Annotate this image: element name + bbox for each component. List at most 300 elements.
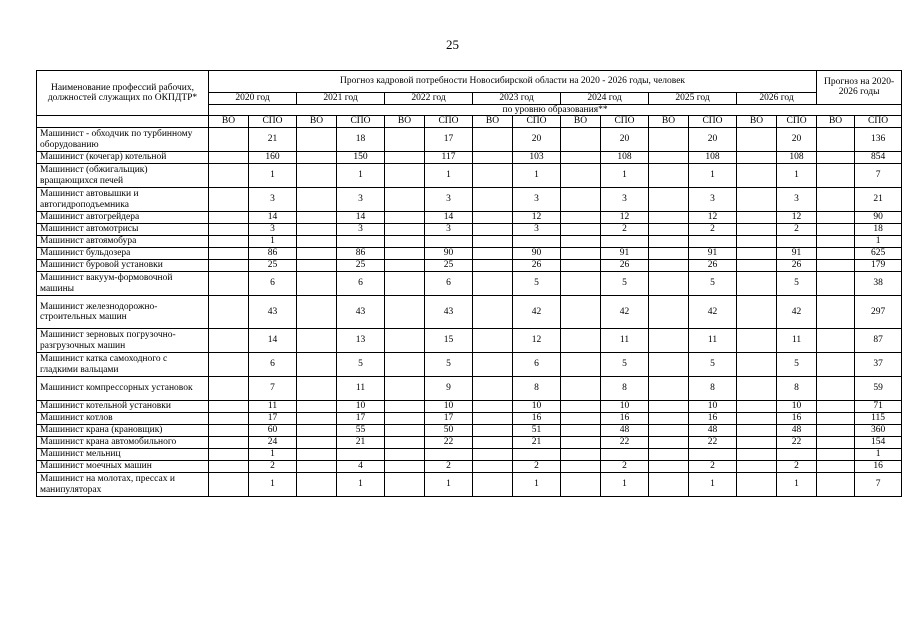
vo-value-cell	[473, 437, 513, 449]
spo-value-cell	[777, 449, 817, 461]
vo-value-cell	[473, 272, 513, 296]
vo-value-cell	[297, 377, 337, 401]
table-row	[37, 260, 902, 272]
spo-value-cell	[337, 236, 385, 248]
spo-value-cell: 108	[777, 152, 817, 164]
spo-value-cell: 5	[513, 272, 561, 296]
spo-value-cell: 117	[425, 152, 473, 164]
vo-value-cell	[737, 437, 777, 449]
spo-header: СПО	[513, 116, 561, 128]
spo-value-cell: 12	[601, 212, 649, 224]
spo-value-cell: 16	[777, 413, 817, 425]
vo-value-cell	[473, 401, 513, 413]
spo-value-cell	[425, 449, 473, 461]
spo-value-cell: 1	[425, 473, 473, 497]
table-row	[37, 425, 902, 437]
spo-value-cell	[689, 449, 737, 461]
vo-value-cell	[817, 164, 855, 188]
vo-value-cell	[817, 329, 855, 353]
spo-value-cell: 2	[601, 224, 649, 236]
vo-value-cell	[649, 413, 689, 425]
vo-value-cell	[209, 437, 249, 449]
spo-value-cell: 625	[855, 248, 902, 260]
spo-value-cell	[513, 449, 561, 461]
spo-value-cell: 22	[425, 437, 473, 449]
profession-name-cell: Машинист бульдозера	[37, 248, 209, 260]
profession-name-cell: Машинист котельной установки	[37, 401, 209, 413]
table-row	[37, 329, 902, 353]
table-row	[37, 377, 902, 401]
profession-name-cell: Машинист вакуум-формовочной машины	[37, 272, 209, 296]
vo-value-cell	[737, 212, 777, 224]
spo-value-cell: 26	[601, 260, 649, 272]
spo-value-cell: 1	[777, 473, 817, 497]
spo-value-cell: 91	[601, 248, 649, 260]
vo-value-cell	[561, 329, 601, 353]
vo-value-cell	[209, 473, 249, 497]
vo-value-cell	[473, 461, 513, 473]
spo-value-cell: 2	[777, 224, 817, 236]
spo-value-cell: 297	[855, 296, 902, 329]
spo-value-cell: 6	[249, 353, 297, 377]
spo-value-cell: 43	[337, 296, 385, 329]
vo-value-cell	[817, 401, 855, 413]
vo-value-cell	[561, 437, 601, 449]
spo-value-cell: 18	[855, 224, 902, 236]
vo-value-cell	[737, 473, 777, 497]
vo-value-cell	[649, 296, 689, 329]
spo-value-cell: 10	[777, 401, 817, 413]
spo-value-cell: 154	[855, 437, 902, 449]
spo-value-cell: 3	[249, 188, 297, 212]
profession-name-cell: Машинист крана автомобильного	[37, 437, 209, 449]
vo-value-cell	[561, 236, 601, 248]
vo-value-cell	[649, 212, 689, 224]
vo-value-cell	[297, 128, 337, 152]
spo-value-cell: 1	[855, 236, 902, 248]
spo-value-cell: 20	[777, 128, 817, 152]
vo-value-cell	[817, 449, 855, 461]
vo-value-cell	[817, 212, 855, 224]
vo-value-cell	[649, 353, 689, 377]
table-row	[37, 224, 902, 236]
table-row	[37, 248, 902, 260]
vo-value-cell	[385, 272, 425, 296]
vo-value-cell	[473, 413, 513, 425]
vo-value-cell	[209, 353, 249, 377]
vo-value-cell	[737, 449, 777, 461]
vo-value-cell	[209, 260, 249, 272]
vo-value-cell	[209, 272, 249, 296]
vo-value-cell	[737, 224, 777, 236]
spo-value-cell: 37	[855, 353, 902, 377]
vo-value-cell	[473, 425, 513, 437]
total-forecast-header: Прогноз на 2020-2026 годы	[817, 71, 902, 105]
spo-value-cell: 8	[601, 377, 649, 401]
spo-value-cell: 25	[249, 260, 297, 272]
spo-value-cell	[689, 236, 737, 248]
profession-name-cell: Машинист автовышки и автогидроподъемника	[37, 188, 209, 212]
spo-value-cell: 13	[337, 329, 385, 353]
education-level-header: по уровню образования**	[209, 104, 902, 116]
vo-value-cell	[297, 473, 337, 497]
spo-value-cell: 2	[777, 461, 817, 473]
table-row	[37, 296, 902, 329]
vo-value-cell	[209, 329, 249, 353]
spo-value-cell: 1	[513, 164, 561, 188]
vo-value-cell	[297, 353, 337, 377]
vo-value-cell	[473, 188, 513, 212]
spo-value-cell: 160	[249, 152, 297, 164]
spo-value-cell: 10	[513, 401, 561, 413]
spo-value-cell: 11	[249, 401, 297, 413]
vo-value-cell	[385, 128, 425, 152]
spo-value-cell: 12	[513, 212, 561, 224]
vo-value-cell	[561, 449, 601, 461]
spo-value-cell: 7	[855, 164, 902, 188]
spo-header: СПО	[425, 116, 473, 128]
vo-value-cell	[649, 377, 689, 401]
vo-value-cell	[817, 188, 855, 212]
vo-value-cell	[561, 473, 601, 497]
vo-value-cell	[297, 152, 337, 164]
vo-value-cell	[737, 401, 777, 413]
spo-value-cell: 10	[689, 401, 737, 413]
spo-value-cell: 5	[689, 272, 737, 296]
spo-value-cell: 3	[777, 188, 817, 212]
spo-value-cell: 3	[425, 188, 473, 212]
forecast-table	[36, 70, 902, 497]
spo-value-cell: 12	[777, 212, 817, 224]
spo-value-cell: 16	[855, 461, 902, 473]
vo-value-cell	[737, 164, 777, 188]
blank-header-cell	[37, 116, 209, 128]
vo-value-cell	[473, 164, 513, 188]
vo-value-cell	[561, 401, 601, 413]
spo-value-cell: 59	[855, 377, 902, 401]
vo-value-cell	[385, 296, 425, 329]
vo-value-cell	[649, 164, 689, 188]
spo-value-cell: 14	[249, 212, 297, 224]
profession-name-cell: Машинист (кочегар) котельной	[37, 152, 209, 164]
vo-value-cell	[209, 296, 249, 329]
vo-value-cell	[649, 128, 689, 152]
vo-value-cell	[297, 413, 337, 425]
vo-value-cell	[561, 212, 601, 224]
spo-value-cell: 17	[337, 413, 385, 425]
vo-value-cell	[561, 164, 601, 188]
spo-value-cell: 7	[855, 473, 902, 497]
table-row	[37, 212, 902, 224]
spo-value-cell: 12	[513, 329, 561, 353]
spo-value-cell	[601, 236, 649, 248]
vo-value-cell	[209, 188, 249, 212]
table-row	[37, 188, 902, 212]
vo-value-cell	[649, 401, 689, 413]
level-row	[37, 116, 902, 128]
spo-value-cell: 22	[601, 437, 649, 449]
profession-name-cell: Машинист автоямобура	[37, 236, 209, 248]
spo-value-cell: 20	[689, 128, 737, 152]
spo-value-cell: 1	[601, 473, 649, 497]
vo-value-cell	[737, 236, 777, 248]
vo-value-cell	[297, 248, 337, 260]
spo-value-cell: 91	[689, 248, 737, 260]
vo-value-cell	[561, 461, 601, 473]
vo-value-cell	[473, 236, 513, 248]
vo-value-cell	[737, 413, 777, 425]
spo-value-cell: 108	[601, 152, 649, 164]
name-column-header: Наименование профессий рабочих, должностей служащих по ОКПДТР*	[37, 71, 209, 116]
vo-value-cell	[817, 260, 855, 272]
vo-value-cell	[737, 260, 777, 272]
spo-value-cell: 87	[855, 329, 902, 353]
spo-value-cell: 8	[513, 377, 561, 401]
spo-value-cell: 42	[689, 296, 737, 329]
spo-value-cell	[777, 236, 817, 248]
vo-value-cell	[817, 296, 855, 329]
page-number: 25	[446, 37, 459, 52]
spo-value-cell: 3	[337, 188, 385, 212]
vo-value-cell	[649, 329, 689, 353]
vo-value-cell	[297, 212, 337, 224]
vo-value-cell	[385, 152, 425, 164]
table-row	[37, 473, 902, 497]
spo-header: СПО	[689, 116, 737, 128]
spo-value-cell: 55	[337, 425, 385, 437]
vo-value-cell	[385, 473, 425, 497]
vo-value-cell	[561, 425, 601, 437]
spo-value-cell: 38	[855, 272, 902, 296]
profession-name-cell: Машинист котлов	[37, 413, 209, 425]
profession-name-cell: Машинист моечных машин	[37, 461, 209, 473]
spo-value-cell: 1	[689, 473, 737, 497]
vo-value-cell	[561, 188, 601, 212]
spo-value-cell: 5	[777, 353, 817, 377]
table-row	[37, 164, 902, 188]
spo-value-cell: 1	[601, 164, 649, 188]
table-row	[37, 272, 902, 296]
vo-value-cell	[297, 236, 337, 248]
vo-value-cell	[737, 272, 777, 296]
vo-header: ВО	[209, 116, 249, 128]
spo-value-cell: 86	[337, 248, 385, 260]
vo-value-cell	[817, 152, 855, 164]
vo-value-cell	[385, 188, 425, 212]
vo-value-cell	[385, 425, 425, 437]
vo-header: ВО	[737, 116, 777, 128]
spo-value-cell: 11	[777, 329, 817, 353]
spo-header: СПО	[855, 116, 902, 128]
spo-value-cell: 1	[425, 164, 473, 188]
spo-value-cell: 17	[425, 128, 473, 152]
spo-value-cell: 1	[249, 473, 297, 497]
vo-value-cell	[385, 437, 425, 449]
spo-value-cell: 1	[249, 236, 297, 248]
spo-header: СПО	[601, 116, 649, 128]
spo-value-cell: 43	[249, 296, 297, 329]
vo-value-cell	[297, 401, 337, 413]
spo-value-cell: 25	[337, 260, 385, 272]
spo-value-cell: 5	[337, 353, 385, 377]
spo-value-cell: 2	[689, 224, 737, 236]
vo-value-cell	[385, 164, 425, 188]
vo-value-cell	[561, 377, 601, 401]
vo-value-cell	[737, 461, 777, 473]
spo-value-cell: 1	[249, 164, 297, 188]
spo-value-cell: 115	[855, 413, 902, 425]
spo-value-cell: 21	[855, 188, 902, 212]
table-row	[37, 461, 902, 473]
table-body	[37, 128, 902, 497]
spo-value-cell: 2	[513, 461, 561, 473]
vo-value-cell	[297, 224, 337, 236]
spo-value-cell: 1	[855, 449, 902, 461]
profession-name-cell: Машинист мельниц	[37, 449, 209, 461]
vo-value-cell	[297, 425, 337, 437]
vo-value-cell	[817, 461, 855, 473]
spo-value-cell: 26	[513, 260, 561, 272]
profession-name-cell: Машинист автогрейдера	[37, 212, 209, 224]
vo-value-cell	[473, 212, 513, 224]
spo-header: СПО	[249, 116, 297, 128]
spo-value-cell: 6	[249, 272, 297, 296]
vo-value-cell	[817, 473, 855, 497]
vo-value-cell	[385, 236, 425, 248]
vo-value-cell	[737, 353, 777, 377]
vo-value-cell	[561, 128, 601, 152]
vo-value-cell	[209, 401, 249, 413]
spo-value-cell: 5	[601, 272, 649, 296]
vo-value-cell	[209, 461, 249, 473]
profession-name-cell: Машинист железнодорожно-строительных машин	[37, 296, 209, 329]
spo-value-cell: 5	[425, 353, 473, 377]
spo-value-cell: 3	[601, 188, 649, 212]
spo-value-cell: 4	[337, 461, 385, 473]
spo-value-cell: 90	[855, 212, 902, 224]
vo-value-cell	[385, 260, 425, 272]
vo-value-cell	[473, 473, 513, 497]
spo-value-cell: 26	[689, 260, 737, 272]
table-row	[37, 449, 902, 461]
spo-value-cell: 1	[513, 473, 561, 497]
vo-value-cell	[817, 377, 855, 401]
spo-value-cell: 42	[777, 296, 817, 329]
spo-value-cell: 2	[425, 461, 473, 473]
vo-value-cell	[561, 152, 601, 164]
spo-value-cell: 1	[689, 164, 737, 188]
vo-value-cell	[649, 473, 689, 497]
spo-value-cell: 17	[249, 413, 297, 425]
spo-value-cell: 42	[513, 296, 561, 329]
vo-value-cell	[817, 224, 855, 236]
vo-value-cell	[649, 272, 689, 296]
spo-value-cell: 43	[425, 296, 473, 329]
vo-value-cell	[473, 224, 513, 236]
spo-value-cell: 136	[855, 128, 902, 152]
spo-value-cell: 60	[249, 425, 297, 437]
vo-value-cell	[737, 296, 777, 329]
vo-value-cell	[297, 461, 337, 473]
spo-value-cell: 7	[249, 377, 297, 401]
spo-value-cell: 3	[425, 224, 473, 236]
vo-value-cell	[649, 437, 689, 449]
spo-value-cell: 18	[337, 128, 385, 152]
spo-value-cell: 20	[513, 128, 561, 152]
vo-value-cell	[473, 260, 513, 272]
table-row	[37, 152, 902, 164]
vo-value-cell	[473, 377, 513, 401]
spo-value-cell: 3	[513, 224, 561, 236]
spo-value-cell: 5	[689, 353, 737, 377]
spo-value-cell: 2	[689, 461, 737, 473]
spo-value-cell: 11	[689, 329, 737, 353]
table-row	[37, 353, 902, 377]
year-header: 2020 год	[209, 93, 297, 105]
table-row	[37, 437, 902, 449]
vo-value-cell	[817, 272, 855, 296]
vo-value-cell	[209, 413, 249, 425]
spo-value-cell: 179	[855, 260, 902, 272]
profession-name-cell: Машинист на молотах, прессах и манипуляторах	[37, 473, 209, 497]
year-header: 2026 год	[737, 93, 817, 105]
spo-value-cell: 91	[777, 248, 817, 260]
vo-value-cell	[649, 461, 689, 473]
year-header: 2025 год	[649, 93, 737, 105]
vo-header: ВО	[649, 116, 689, 128]
spo-value-cell: 16	[601, 413, 649, 425]
vo-header: ВО	[385, 116, 425, 128]
spo-value-cell: 14	[249, 329, 297, 353]
table-row	[37, 401, 902, 413]
spo-value-cell: 1	[337, 473, 385, 497]
vo-value-cell	[385, 401, 425, 413]
table-row	[37, 413, 902, 425]
vo-value-cell	[649, 425, 689, 437]
vo-value-cell	[297, 296, 337, 329]
vo-value-cell	[209, 212, 249, 224]
vo-value-cell	[209, 128, 249, 152]
spo-value-cell: 2	[601, 461, 649, 473]
vo-value-cell	[473, 296, 513, 329]
vo-value-cell	[385, 329, 425, 353]
spo-value-cell: 20	[601, 128, 649, 152]
spo-value-cell: 10	[337, 401, 385, 413]
spo-value-cell: 3	[513, 188, 561, 212]
spo-value-cell: 1	[249, 449, 297, 461]
spo-value-cell: 16	[513, 413, 561, 425]
vo-value-cell	[737, 248, 777, 260]
vo-value-cell	[473, 152, 513, 164]
vo-value-cell	[649, 188, 689, 212]
spo-value-cell: 21	[249, 128, 297, 152]
spo-value-cell: 360	[855, 425, 902, 437]
vo-value-cell	[385, 449, 425, 461]
vo-value-cell	[297, 188, 337, 212]
spo-value-cell: 103	[513, 152, 561, 164]
vo-value-cell	[209, 224, 249, 236]
spo-value-cell: 3	[689, 188, 737, 212]
spo-value-cell: 10	[601, 401, 649, 413]
vo-value-cell	[737, 152, 777, 164]
vo-value-cell	[817, 248, 855, 260]
spo-value-cell: 6	[513, 353, 561, 377]
vo-value-cell	[561, 353, 601, 377]
spo-value-cell: 5	[601, 353, 649, 377]
vo-value-cell	[817, 128, 855, 152]
vo-value-cell	[817, 236, 855, 248]
vo-value-cell	[561, 296, 601, 329]
